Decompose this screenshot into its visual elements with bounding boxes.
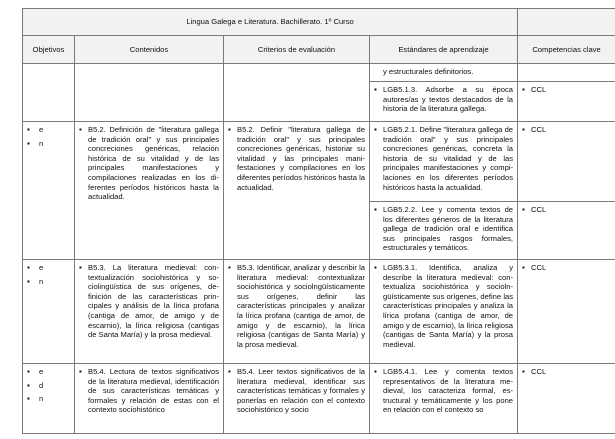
bullet-icon: ▪ [522, 125, 525, 134]
contenido-text: B5.3. La literatura medieval: contextualización sociohistórica y sociolingüística de sus orígenes, definición de las características principales y análisis de la lírica profana (cantiga de amor, de amigo y de escarnio), la lírica religiosa (cantigas de Santa María) y la prosa medieval. [88, 263, 219, 340]
objetivo-item: n [39, 276, 44, 286]
column-header-criterios: Criterios de evaluación [224, 36, 370, 64]
bullet-icon: ▪ [374, 85, 377, 94]
estandar-text: LGB5.1.3. Adsorbe a su época autores/as y textos destacados de la historia de la literatura gallega. [383, 85, 514, 114]
objetivo-item: n [39, 394, 44, 404]
contenido-text: B5.2. Definición de "literatura gallega de tradición oral" y sus principales concreciones genéricas, relación histórica de su vitalidad y de las principales manifestaciones y compilaciones realizadas en los diferentes períodos históricos hasta la actualidad. [88, 125, 219, 202]
estandar-text: LGB5.4.1. Lee y comenta textos representativos de la literatura medieval, los caracteriza formal, estructural y temáticamente y los pone en relación con el contexto so [383, 367, 514, 415]
column-header-contenidos: Contenidos [75, 36, 224, 64]
bullet-icon: ▪ [374, 367, 377, 376]
table-title-row [23, 9, 615, 36]
objetivo-item: d [39, 380, 44, 390]
criterio-cell [224, 122, 370, 260]
criterio-cell [224, 364, 370, 434]
objetivos-cell [23, 122, 75, 260]
objetivos-cell [23, 364, 75, 434]
estandar-cell [370, 260, 518, 364]
table-title-empty-cell [518, 9, 615, 36]
bullet-icon: ▪ [79, 263, 82, 272]
contenido-cell [75, 64, 224, 122]
competencia-text: CCL [531, 205, 547, 214]
bullet-icon: ▪ [27, 367, 30, 376]
criterio-cell [224, 260, 370, 364]
table-row [23, 64, 615, 82]
bullet-icon: ▪ [27, 138, 30, 148]
estandar-text: y estructurales definitorios. [383, 67, 474, 76]
column-header-competencias: Competencias clave [518, 36, 615, 64]
contenido-text: B5.4. Lectura de textos significativos de la literatura medieval, identificación de sus características temáticas y formales y relación de estas con el contexto sociohistórico [88, 367, 219, 415]
bullet-icon: ▪ [374, 205, 377, 214]
estandar-text: LGB5.3.1. Identifica, analiza y describe la literatura medieval: contextualiza sociohistórica y sociolngüísticamente sus orígenes, define las características principales y analiza la lírica profana (cantiga de amor, de amigo y de escarnio), la lírica religiosa (cantigas de Santa María) y la prosa medieval. [383, 263, 514, 349]
objetivo-item: e [39, 263, 44, 272]
bullet-icon: ▪ [27, 276, 30, 286]
bullet-icon: ▪ [228, 125, 231, 134]
bullet-icon: ▪ [228, 263, 231, 272]
criterio-text: B5.2. Definir "literatura gallega de tradición oral" y sus principales concreciones genéricas, historiar su vitalidad y las principales manifestaciones y compilaciones en los diferentes períodos históricos hasta la actualidad. [237, 125, 365, 192]
competencia-cell [518, 260, 615, 364]
bullet-icon: ▪ [27, 263, 30, 272]
bullet-icon: ▪ [522, 263, 525, 272]
estandar-cell [370, 202, 518, 260]
estandar-cell [370, 364, 518, 434]
competencia-text: CCL [531, 367, 547, 376]
objetivos-cell [23, 64, 75, 122]
objetivo-item: e [39, 367, 44, 376]
criterio-text: B5.3. Identificar, analizar y describir la literatura medieval: contextualizar sociohistórica y sociolngüísticamente sus orígenes, definir las características principales y analizar la lírica profana (cantiga de amor, de amigo y de escarnio), la lírica religiosa (cantigas de Santa María) y la prosa medieval. [237, 263, 365, 349]
estandar-cell [370, 64, 518, 82]
competencia-cell [518, 202, 615, 260]
objetivos-cell [23, 260, 75, 364]
bullet-icon: ▪ [79, 125, 82, 134]
estandar-cell [370, 122, 518, 202]
column-header-estandares: Estándares de aprendizaje [370, 36, 518, 64]
bullet-icon: ▪ [374, 263, 377, 272]
bullet-icon: ▪ [27, 125, 30, 134]
competencia-cell [518, 64, 615, 82]
contenido-cell [75, 364, 224, 434]
bullet-icon: ▪ [374, 125, 377, 134]
competencia-text: CCL [531, 85, 547, 94]
bullet-icon: ▪ [27, 380, 30, 390]
contenido-cell [75, 122, 224, 260]
bullet-icon: ▪ [522, 85, 525, 94]
objetivo-item: n [39, 138, 44, 148]
column-header-objetivos: Objetivos [23, 36, 75, 64]
column-header-row [23, 36, 615, 64]
competencia-cell [518, 364, 615, 434]
bullet-icon: ▪ [522, 367, 525, 376]
table-title: Lingua Galega e Literatura. Bachillerato. 1º Curso [23, 9, 518, 36]
criterio-text: B5.4. Leer textos significativos de la literatura medieval, identificar sus características temáticas y formales y ponerlas en relación con el contexto sociohistórico y socio [237, 367, 365, 415]
competencia-cell [518, 122, 615, 202]
bullet-icon: ▪ [228, 367, 231, 376]
table-row [23, 260, 615, 364]
competencia-cell [518, 82, 615, 122]
table-row [23, 364, 615, 434]
competencia-text: CCL [531, 263, 547, 272]
curriculum-table [22, 8, 615, 434]
contenido-cell [75, 260, 224, 364]
estandar-text: LGB5.2.2. Lee y comenta textos de los diferentes géneros de la literatura gallega de tradición oral e identifica sus principales rasgos formales, estructurales y temáticos. [383, 205, 514, 253]
objetivo-item: e [39, 125, 44, 134]
bullet-icon: ▪ [79, 367, 82, 376]
table-row [23, 122, 615, 202]
estandar-cell [370, 82, 518, 122]
estandar-text: LGB5.2.1. Define "literatura gallega de tradición oral" y sus principales concreciones genéricas, concreta la historia de su vitalidad y de las principales manifestaciones y compilaciones en los diferentes períodos históricos hasta la actualidad. [383, 125, 514, 192]
competencia-text: CCL [531, 125, 547, 134]
criterio-cell [224, 64, 370, 122]
bullet-icon: ▪ [27, 394, 30, 404]
bullet-icon: ▪ [522, 205, 525, 214]
